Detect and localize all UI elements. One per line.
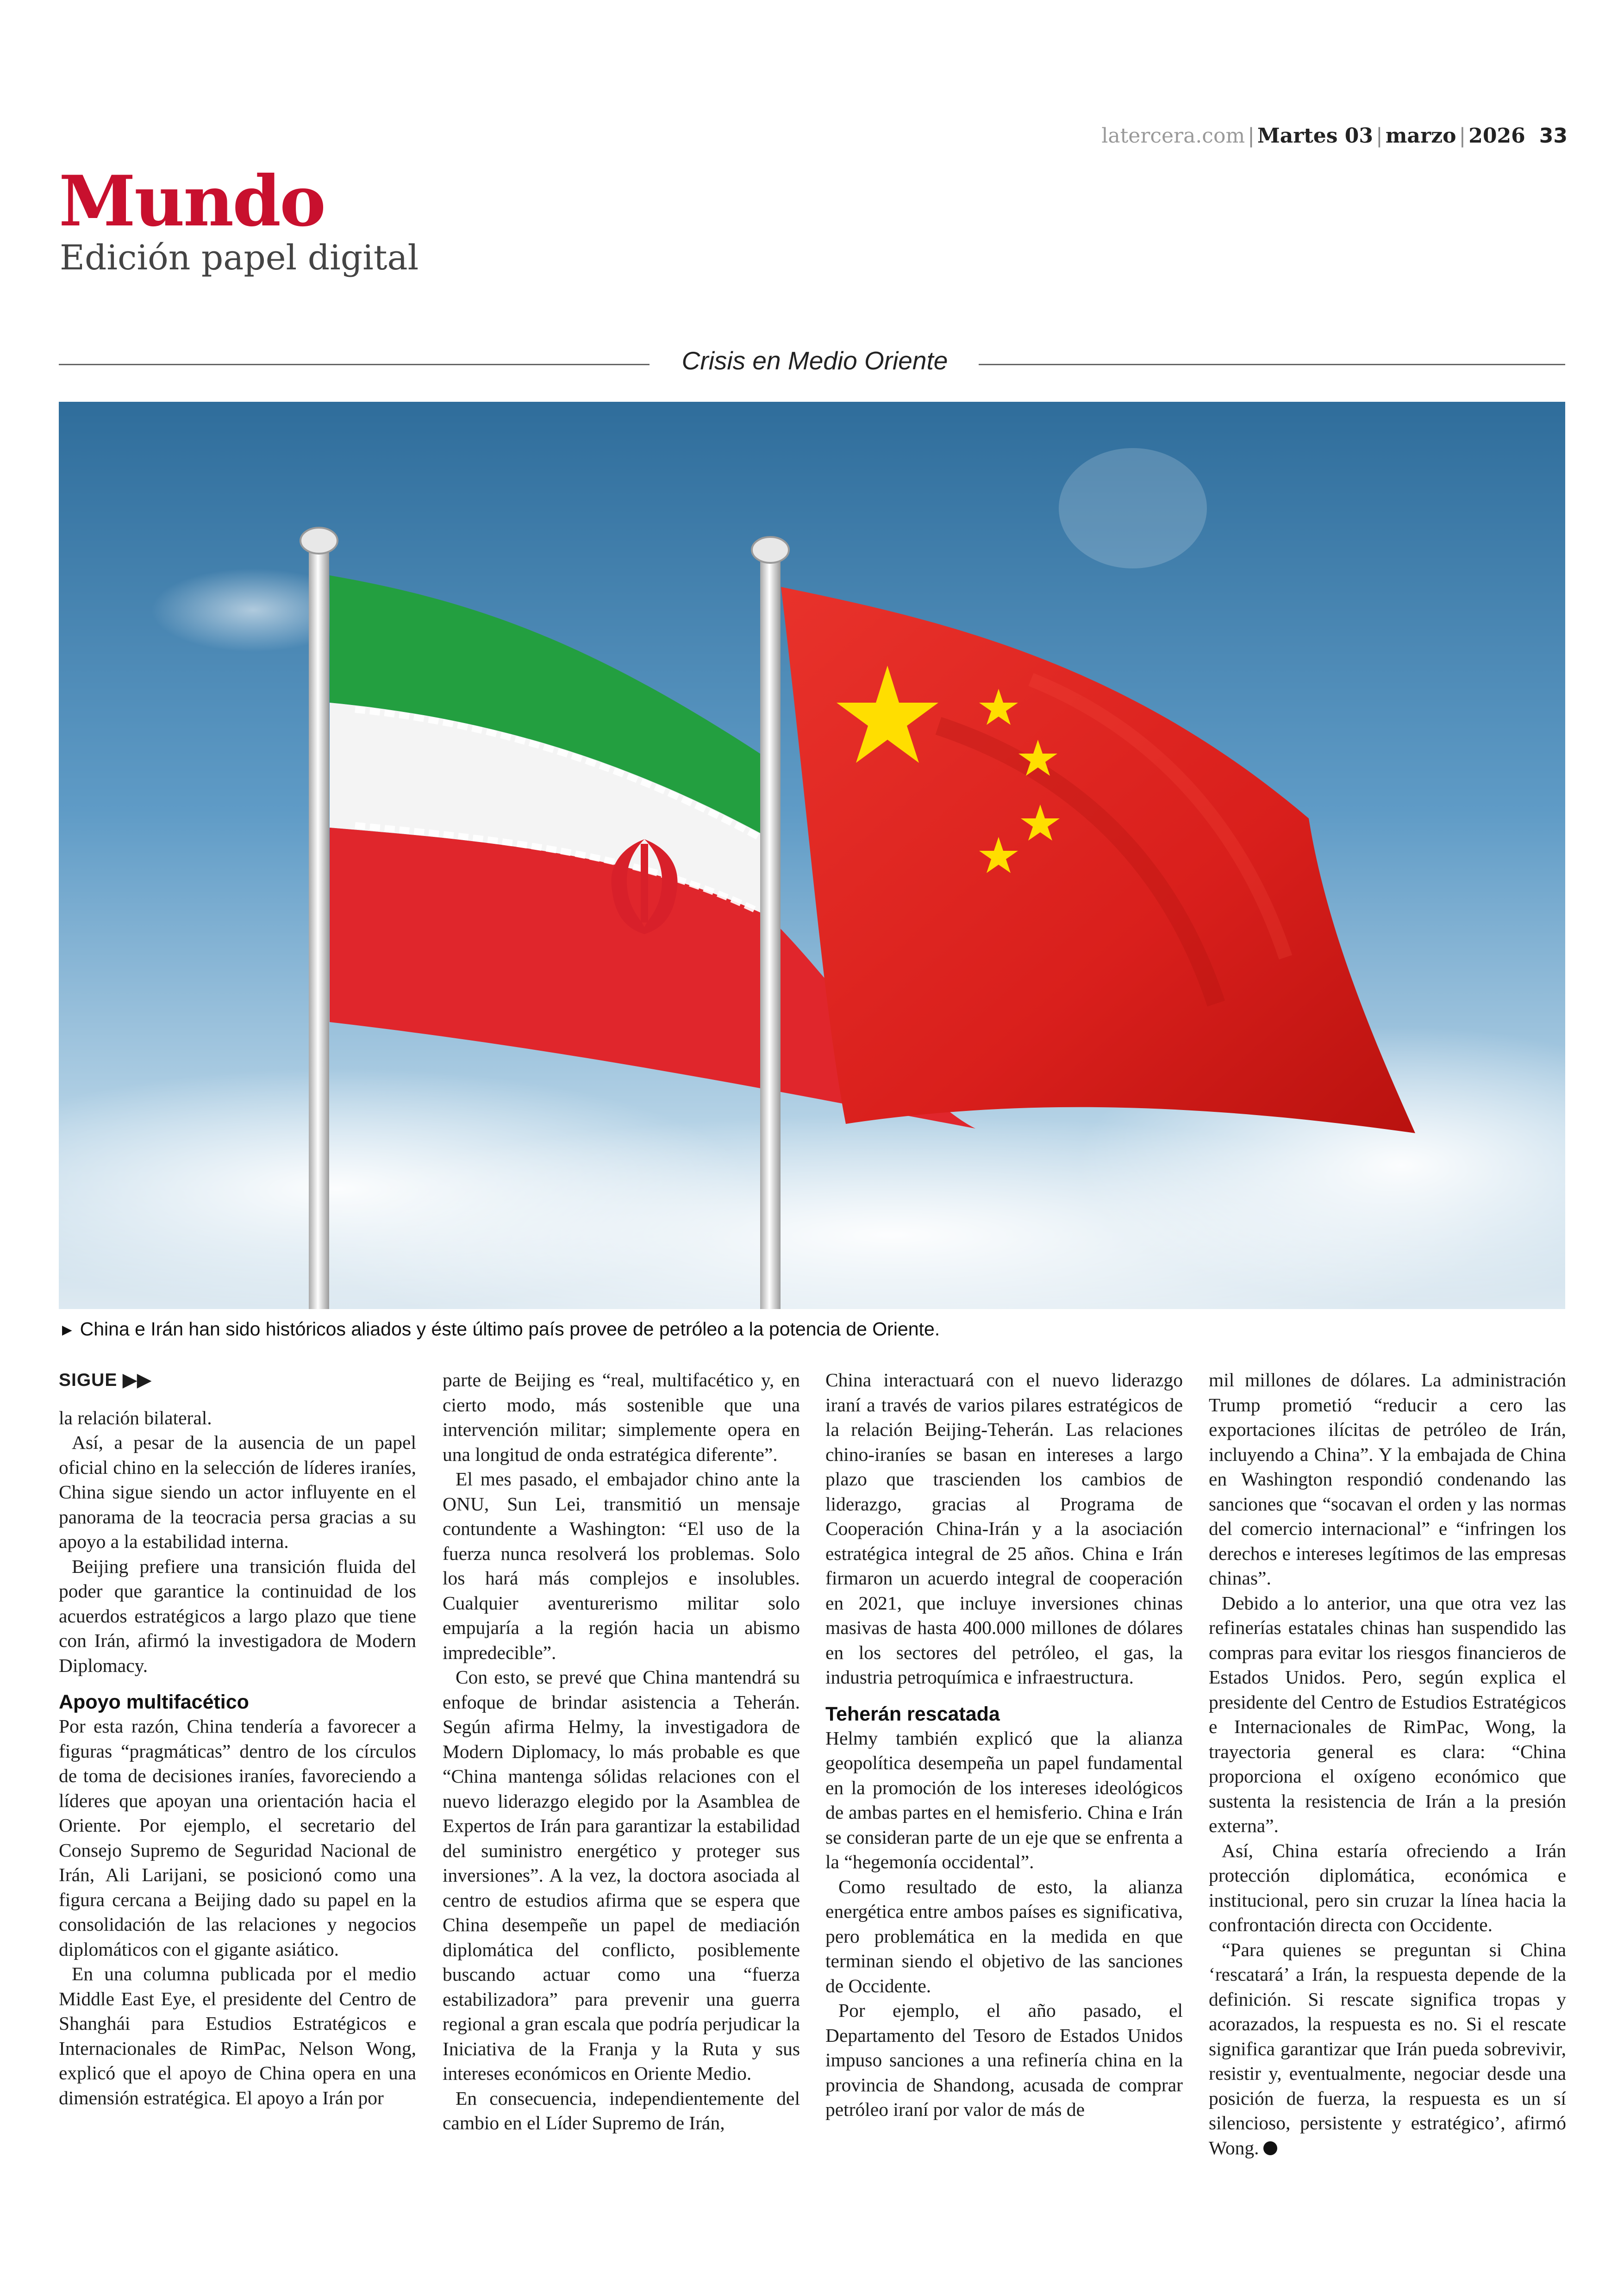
photo-caption	[59, 1318, 940, 1340]
paragraph: mil millones de dólares. La administración Trump prometió “reducir a cero las exportaciones ilícitas de petróleo de Irán, incluyendo a China”. Y la embajada de China en Washington respondió condenando las sanciones que “socavan el orden y las normas del comercio internacional” e “infringen los derechos e intereses legítimos de las empresas chinas”.	[1209, 1369, 1566, 1589]
paragraph: Helmy también explicó que la alianza geopolítica desempeña un papel fundamental en la promoción de los intereses ideológicos de ambas partes en el hemisferio. China e Irán se consideran parte de un eje que se enfrenta a la “hegemonía occidental”.	[825, 1727, 1183, 1872]
page-number: 33	[1539, 124, 1568, 148]
paragraph: Debido a lo anterior, una que otra vez las refinerías estatales chinas han suspendido las compras para evitar los riesgos financieros de Estados Unidos. Pero, según explica el presidente del Centro de Estudios Estratégicos e Internacionales de RimPac, Wong, la trayectoria general es clara: “China proporciona el oxígeno económico que sustenta la resistencia de Irán a la presión externa”.	[1209, 1592, 1566, 1836]
paragraph: parte de Beijing es “real, multifacético y, en cierto modo, más sostenible que una intervención militar; simplemente opera en una longitud de onda estratégica diferente”.	[443, 1369, 800, 1465]
paragraph: Como resultado de esto, la alianza energética entre ambos países es significativa, pero problemática en la medida en que terminan siendo el objetivo de las sanciones de Occidente.	[825, 1876, 1183, 1996]
issue-month: marzo	[1385, 124, 1456, 148]
paragraph: Con esto, se prevé que China mantendrá su enfoque de brindar asistencia a Teherán. Según afirma Helmy, la investigadora de Modern Diplomacy, lo más probable es que “China mantenga sólidas relaciones con el nuevo liderazgo elegido por la Asamblea de Expertos de Irán para garantizar la estabilidad del suministro energético y proteger sus inversiones”. A la vez, la doctora asociada al centro de estudios afirma que se espera que China desempeñe un papel de mediación diplomática del conflicto, posiblemente buscando actuar como una “fuerza estabilizadora” para prevenir una guerra regional a gran escala que podría perjudicar la Iniciativa de la Franja y la Ruta y sus intereses económicos en Oriente Medio.	[443, 1666, 800, 2084]
paragraph: Por esta razón, China tendería a favorecer a figuras “pragmáticas” dentro de los círculos de toma de decisiones iraníes, favoreciendo a líderes que apoyan una orientación hacia el Oriente. Por ejemplo, el secretario del Consejo Supremo de Seguridad Nacional de Irán, Ali Larijani, se posicionó como una figura cercana a Beijing dado su papel en la consolidación de las relaciones y negocios diplomáticos con el gigante asiático.	[59, 1715, 416, 1960]
paragraph: El mes pasado, el embajador chino ante la ONU, Sun Lei, transmitió un mensaje contundente a Washington: “El uso de la fuerza nunca resolverá los problemas. Solo los hará más complejos e insolubles. Cualquier aventurerismo militar solo empujaría a la región hacia un abismo impredecible”.	[443, 1468, 800, 1663]
site-name[interactable]: latercera.com	[1101, 124, 1245, 148]
section-title: Mundo	[59, 161, 325, 242]
subheading: Teherán rescatada	[825, 1703, 1000, 1725]
paragraph: la relación bilateral.	[59, 1407, 212, 1428]
article-photo	[59, 402, 1565, 1309]
paragraph: Por ejemplo, el año pasado, el Departamento del Tesoro de Estados Unidos impuso sanciones a una refinería china en la provincia de Shandong, acusada de comprar petróleo iraní por valor de más de	[825, 2000, 1183, 2120]
issue-weekday: Martes 03	[1257, 124, 1374, 148]
issue-year: 2026	[1468, 124, 1525, 148]
caption-marker: ►	[59, 1320, 75, 1339]
paragraph: En consecuencia, independientemente del cambio en el Líder Supremo de Irán,	[443, 2087, 800, 2133]
kicker-rule-left	[59, 364, 650, 365]
caption-text: China e Irán han sido históricos aliados y éste último país provee de petróleo a la potencia de Oriente.	[80, 1318, 940, 1340]
kicker-rule-right	[979, 364, 1565, 365]
closing-paragraph-text: “Para quienes se preguntan si China ‘rescatará’ a Irán, la respuesta depende de la definición. Si rescate significa tropas y acorazados, la respuesta es no. Si el rescate significa garantizar que Irán pueda sobrevivir, resistir y, eventualmente, negociar desde una posición de fuerza, la respuesta es un sí silencioso, persistente y estratégico’, afirmó Wong.	[1209, 1939, 1566, 2158]
paragraph: En una columna publicada por el medio Middle East Eye, el presidente del Centro de Shanghái para Estudios Estratégicos e Internacionales de RimPac, Nelson Wong, explicó que el apoyo de China opera en una dimensión estratégica. El apoyo a Irán por	[59, 1963, 416, 2108]
paragraph: China interactuará con el nuevo liderazgo iraní a través de varios pilares estratégicos de la relación Beijing-Teherán. Las relaciones chino-iraníes se basan en intereses a largo plazo que trascienden los cambios de liderazgo, gracias al Programa de Cooperación China-Irán y a la asociación estratégica integral de 25 años. China e Irán firmaron un acuerdo integral de cooperación en 2021, que incluye inversiones chinas masivas de hasta 400.000 millones de dólares en los sectores del petróleo, el gas, la industria petroquímica e infraestructura.	[825, 1369, 1183, 1688]
article-column-3	[825, 1368, 1183, 2122]
section-subtitle: Edición papel digital	[60, 238, 419, 278]
sigue-label: SIGUE ▶▶	[59, 1370, 152, 1390]
article-column-4	[1209, 1368, 1566, 2160]
subheading: Apoyo multifacético	[59, 1691, 249, 1713]
article-column-2	[443, 1368, 800, 2136]
end-of-article-dot-icon	[1263, 2141, 1277, 2155]
page-folio: latercera.com | Martes 03 | marzo | 2026 33	[1101, 124, 1568, 148]
paragraph: Así, a pesar de la ausencia de un papel oficial chino en la selección de líderes iraníes, China sigue siendo un actor influyente en el panorama de la teocracia persa gracias a su apoyo a la estabilidad interna.	[59, 1432, 416, 1552]
paragraph: Así, China estaría ofreciendo a Irán protección diplomática, económica e institucional, pero sin cruzar la línea hacia la confrontación directa con Occidente.	[1209, 1840, 1566, 1935]
paragraph	[1209, 1938, 1566, 2161]
article-column-1	[59, 1368, 416, 2110]
kicker: Crisis en Medio Oriente	[681, 346, 948, 375]
paragraph: Beijing prefiere una transición fluida del poder que garantice la continuidad de los acuerdos estratégicos a largo plazo que tiene con Irán, afirmó la investigadora de Modern Diplomacy.	[59, 1555, 416, 1676]
